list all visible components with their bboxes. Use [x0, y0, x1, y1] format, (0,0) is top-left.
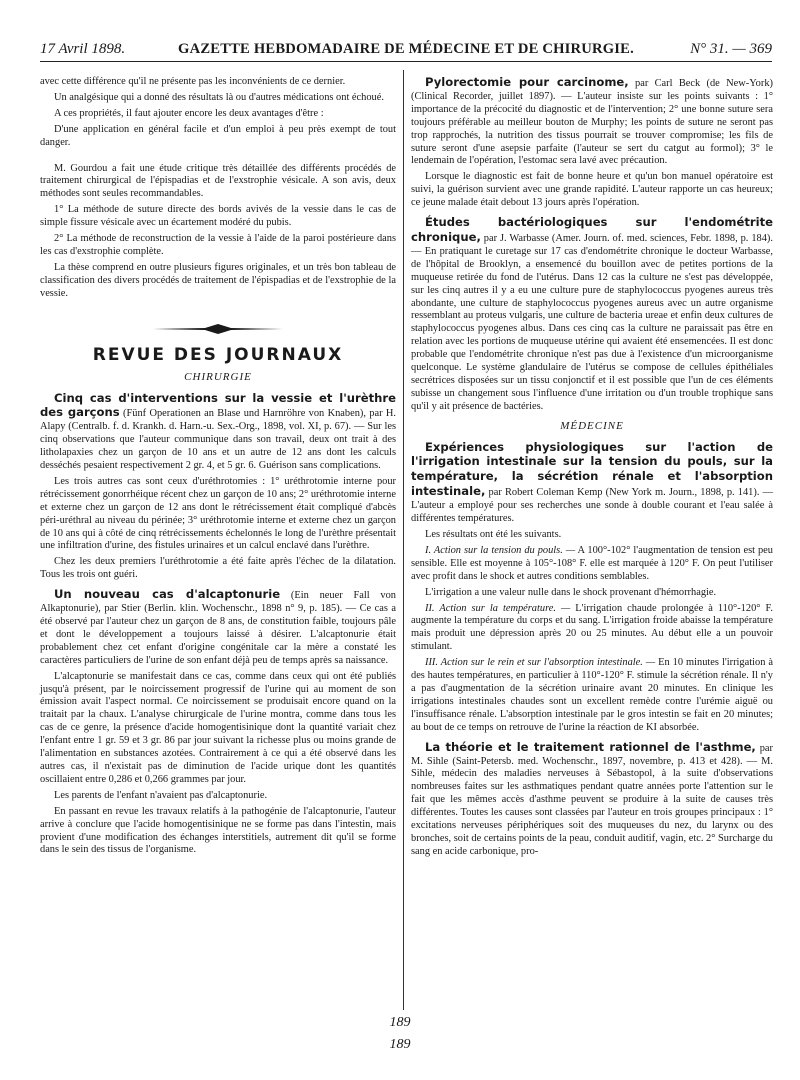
- article-title: Cinq cas d'interventions sur la vessie et l'urèthre des garçons: [40, 390, 396, 420]
- running-header: [40, 39, 772, 62]
- article-reference: par J. Warbasse (Amer. Journ. of. med. sciences, Febr. 1898, p. 184). —: [411, 232, 773, 257]
- article-reference: par Robert Coleman Kemp (New York m. Journ., 1898, p. 141). —: [488, 487, 773, 499]
- paragraph: Les parents de l'enfant n'avaient pas d'alcaptonurie.: [54, 789, 268, 801]
- paragraph-label: II. Action sur la température. —: [425, 602, 571, 614]
- paragraph: Lorsque le diagnostic est fait de bonne heure et qu'un bon manuel opératoire est suivi, la guérison survient avec une grande rapidité. L'auteur rapporte un cas heureux; ce jeune malade était debout 13 jours après l'opération.: [411, 171, 773, 209]
- article: [40, 588, 396, 667]
- paragraph-label: I. Action sur la tension du pouls. —: [425, 544, 576, 556]
- paragraph-text: A 100°-102° l'augmentation de tension est peu sensible. Elle est moyenne à 105°-108° F. elle est marquée à 120° F. On peut l'utiliser avec profit dans le shock et autres conditions semblables.: [411, 544, 773, 582]
- paragraph: 1° La méthode de suture directe des bords avivés de la vessie dans le cas de simple fissure vésicale avec un écartement modéré du pubis.: [40, 204, 396, 229]
- article-title: La théorie et le traitement rationnel de l'asthme,: [425, 739, 756, 754]
- article-reference: par Carl Beck (de New-York) (Clinical Recorder, juillet 1897). —: [411, 78, 773, 102]
- column-number: 189: [389, 1015, 411, 1030]
- paragraph: M. Gourdou a fait une étude critique très détaillée des différents procédés de traitement chirurgical de l'épispadias et de l'exstrophie vésicale. A son avis, deux méthodes sont seules recommandables.: [40, 162, 396, 200]
- article-title: Expériences physiologiques sur l'action de l'irrigation intestinale sur la tension du pouls, sur la température, la sécrétion rénale et l'absorption intestinale,: [411, 439, 773, 499]
- paragraph: A ces propriétés, il faut ajouter encore les deux avantages d'être :: [54, 107, 324, 119]
- paragraph: [411, 545, 773, 584]
- article-title: Pylorectomie pour carcinome,: [425, 75, 629, 89]
- article-text: L'auteur insiste sur les points suivants : 1° importance de la précocité du diagnostic et de l'intervention; 2° une bonne suture sera toujours préférable au meilleur bouton de Murphy; les points de suture ne seront pas trop rapprochés, la nutrition des tissus pourrait se trouver compromise; les fils de suture seront d'une asepsie parfaite (l'auteur se sert du catgut au formol); 3° le lendemain de l'opération, l'estomac sera lavé avec précaution.: [411, 90, 773, 167]
- article-text: En pratiquant le curetage sur 17 cas d'endométrite chronique le docteur Warbasse, de l'hôpital de Brooklyn, a ensemencé du bouillon avec de petites portions de la muqueuse retirée du fond de l'utérus. Dans 12 cas la culture ne s'est pas développée, sur les cinq autres il y a eu une culture pure de staphylococcus pyogenes aureus très abondante, une culture de staphylococcus pyogenes aureus avec un autre organisme ressemblant au proteus vulgaris, une culture de bacteria ureae et enfin deux cultures de staphylococcus pyogenes albus. Dans ces cinq cas la culture ne paraissait pas être en relation avec les portions de muqueuse utérine qui avaient été ensemencées. Il est donc probable que l'endométrite chronique n'est pas due à l'existence d'un microorganisme quelconque. Le système glandulaire de l'utérus se compose de cellules épithéliales secrétrices disposées sur un tissu conjonctif et il est possible que l'un de ces éléments subisse un changement sous l'influence d'une irritation ou d'un trouble trophique sans qu'il y ait présence de bactéries.: [411, 245, 773, 412]
- paragraph: [411, 657, 773, 734]
- paragraph: 2° La méthode de reconstruction de la vessie à l'aide de la paroi postérieure dans les cas d'exstrophie complète.: [40, 233, 396, 257]
- paragraph: En passant en revue les travaux relatifs à la pathogénie de l'alcaptonurie, l'auteur arrive à conclure que l'acide homogentisinique ne se forme pas dans l'intestin, mais provient d'une modification des échanges interstitiels, autrement dit qu'il se forme dans le sein des tissus de l'organisme.: [40, 805, 396, 856]
- column-divider: [403, 70, 404, 1010]
- paragraph: Les trois autres cas sont ceux d'uréthrotomies : 1° uréthrotomie interne pour rétrécissement gonorrhéique récent chez un garçon de 10 ans; 2° uréthrotomie interne et externe chez un garçon de 12 ans dont le rétrécissement était compliqué d'abcès péri-uréthral au niveau du périnée; 3° uréthrotomie interne et externe chez un garçon de 10 ans qui à côté de cinq rétrécissements échelonnés le long de l'urèthre présentait une infiltration d'urine, des fistules urinaires et un calcul enclavé dans l'urèthre.: [40, 475, 396, 552]
- article: [40, 392, 396, 473]
- article-text: M. Sihle, médecin des maladies nerveuses à Sébastopol, à la suite d'observations nombreuses faites sur les asthmatiques pendant quatre années porte l'attention sur le fait que les mêmes accès d'asthme peuvent se produire à la suite de causes très différentes. Toutes les causes sont classées par l'auteur en trois groupes principaux : 1° excitations nerveuses périphériques soit des muqueuses du nez, du larynx ou des bronches, soit de certains points de la peau, conduit auditif, vagin, etc. 2° Surcharge du sang en acide carbonique, pro-: [411, 755, 773, 857]
- issue-date: 17 Avril 1898.: [40, 41, 126, 57]
- paragraph: Un analgésique qui a donné des résultats là ou d'autres médications ont échoué.: [54, 91, 384, 103]
- article-text: L'auteur a employé pour ses recherches une sonde à double courant et l'eau salée à différentes températures.: [411, 500, 773, 525]
- paragraph-label: III. Action sur le rein et sur l'absorption intestinale. —: [425, 657, 656, 669]
- article: [411, 441, 773, 526]
- section-title: REVUE DES JOURNAUX: [92, 344, 344, 365]
- ornament-rule-icon: [153, 323, 283, 335]
- ornament-divider: [40, 323, 396, 335]
- paragraph-text: L'irrigation chaude prolongée à 110°-120° F. augmente la température du corps et du sang. L'irrigation froide abaisse la température mais produit une dépression après 20 ou 25 minutes. Au début elle a un pouvoir stimulant.: [411, 602, 773, 653]
- journal-title: GAZETTE HEBDOMADAIRE DE MÉDECINE ET DE CHIRURGIE.: [178, 41, 634, 57]
- page-footer: [0, 1012, 800, 1056]
- paragraph: Chez les deux premiers l'uréthrotomie a été faite après l'échec de la dilatation. Tous les trois ont guéri.: [40, 556, 396, 581]
- article-title: Un nouveau cas d'alcaptonurie: [54, 587, 281, 602]
- paragraph: [411, 603, 773, 655]
- paragraph: La thèse comprend en outre plusieurs figures originales, et un très bon tableau de classification des divers procédés de traitement de l'épispadias et de l'exstrophie de la vessie.: [40, 261, 396, 299]
- article-reference: (Fünf Operationen an Blase und Harnröhre von Knaben), par H. Alapy (Centralb. f. d. Krankh. d. Harn.-u. Sex.-Org., 1898, vol. XI, p. 67). —: [40, 408, 396, 433]
- paragraph: L'alcaptonurie se manifestait dans ce cas, comme dans ceux qui ont été publiés jusqu'à présent, par le noircissement progressif de l'urine qui au moment de son émission avait l'aspect normal. Ce noircissement se produisait encore quand on la traitait par la chaux. L'analyse chirurgicale de l'urine montra, comme dans tous les cas de ce genre, la présence d'acide homogentisinique dont la quantité variait chez l'enfant entre 1 gr. 59 et 3 gr. 86 par jour suivant la richesse plus ou moins grande de l'alimentation en substances azotées. Contrairement à ce qui a été observé dans les autres cas, il n'existait pas de diminution de l'acide urique dont les quantités oscillaient entre 0,286 et 0,266 grammes par jour.: [40, 670, 396, 785]
- subsection-title: MÉDECINE: [560, 419, 624, 432]
- article: [411, 741, 773, 859]
- article: [411, 216, 773, 414]
- article-title: Études bactériologiques sur l'endométrite chronique,: [411, 215, 773, 244]
- page-number: 189: [389, 1037, 411, 1052]
- subsection-title: CHIRURGIE: [184, 370, 252, 383]
- article-reference: (Ein neuer Fall von Alkaptonurie), par Stier (Berlin. klin. Wochenschr., 1898 n° 9, p. 185). —: [40, 590, 396, 615]
- paragraph: D'une application en général facile et d'un emploi à peu près exempt de tout danger.: [40, 123, 396, 148]
- article-text: Ce cas a été observé par l'auteur chez un garçon de 8 ans, de constitution faible, toujours pâle et dont le développement a toujours laissé à désirer. L'alcaptonurie était probablement chez cet enfant d'origine congénitale car la mère a constaté les caractères particuliers de l'urine de son enfant déjà peu de temps après sa naissance.: [40, 603, 396, 666]
- paragraph: Les résultats ont été les suivants.: [425, 529, 562, 540]
- right-column: [411, 76, 773, 862]
- paragraph: avec cette différence qu'il ne présente pas les inconvénients de ce dernier.: [40, 76, 346, 87]
- left-column: [40, 76, 396, 860]
- article-text: Sur les cinq observations que l'auteur communique dans son travail, deux ont trait à des litholapaxies chez un garçon de 10 ans et un autre de 12 ans dont les calculs desséchés pesaient respectivement 2 gr. 4, et 5 gr. 6. Guérison sans complications.: [40, 421, 396, 472]
- article-reference: par M. Sihle (Saint-Petersb. med. Wochenschr., 1897, novembre, p. 413 et 428). —: [411, 742, 773, 767]
- paragraph: L'irrigation a une valeur nulle dans le shock provenant d'hémorrhagie.: [425, 586, 717, 598]
- article: [411, 76, 773, 168]
- paragraph-text: En 10 minutes l'irrigation à des hautes températures, en particulier à 110°-120° F. stimule la sécrétion rénale. Il n'y a pas d'augmentation de la sécrétion urinaire avant 20 minutes. En clinique les irrigations intestinales chaudes sont un excellent remède contre l'urémie aiguë ou l'insuffisance rénale. L'absorption intestinale par le gros intestin se fait en 20 minutes; au bout de ce temps on retrouve de l'urine la réaction de KI absorbée.: [411, 657, 773, 733]
- issue-number: N° 31. — 369: [690, 41, 772, 57]
